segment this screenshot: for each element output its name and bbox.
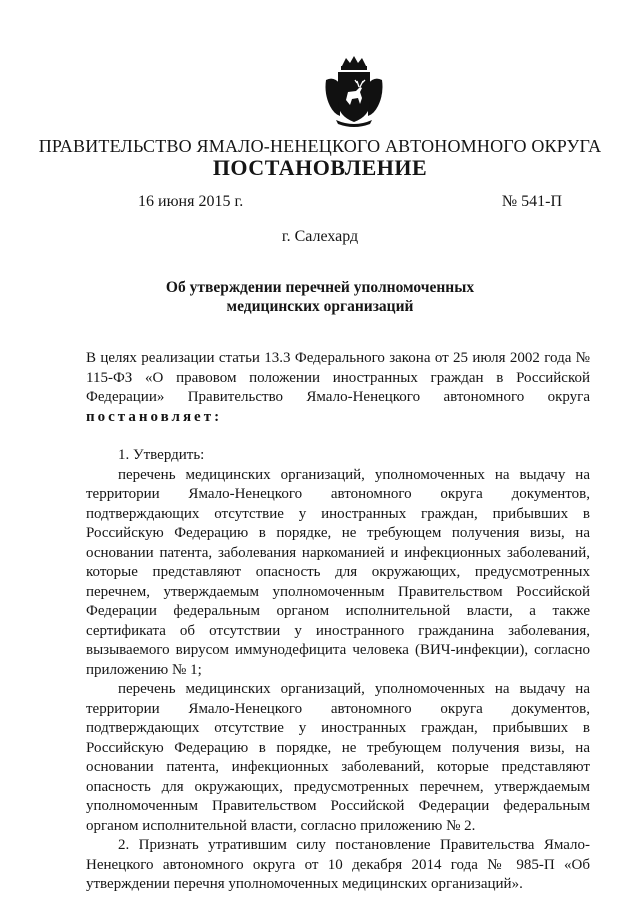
decree-word: постановляет: [86, 408, 223, 425]
document-city: г. Салехард [281, 228, 359, 245]
document-number: № 541-П [501, 193, 562, 210]
subject-line-1: Об утверждении перечней уполномоченных [165, 279, 475, 296]
document-subject [0, 278, 640, 316]
document-date: 16 июня 2015 г. [138, 193, 244, 210]
subject-line-2: медицинских организаций [226, 298, 414, 315]
paragraph-spacer [86, 427, 590, 446]
preamble-text: В целях реализации статьи 13.3 Федерального закона от 25 июля 2002 года № 115-ФЗ «О правовом положении иностранных граждан в Российской Федерации» Правительство Ямало-Ненецкого автономного округа [86, 350, 590, 405]
document-type: ПОСТАНОВЛЕНИЕ [212, 155, 428, 180]
document-body [86, 349, 590, 895]
item-2-paragraph: 2. Признать утратившим силу постановление Правительства Ямало-Ненецкого автономного округа от 10 декабря 2014 года № 985-П «Об утверждении перечня уполномоченных медицинских организаций». [86, 837, 590, 892]
item-1-list-1: перечень медицинских организаций, уполномоченных на выдачу на территории Ямало-Ненецкого автономного округа документов, подтверждающих отсутствие у иностранных граждан, прибывших в Российскую Федерацию в порядке, не требующем получения визы, на основании патента, заболевания наркоманией и инфекционных заболеваний, которые представляют опасность для окружающих, предусмотренных перечнем, утверждаемым уполномоченным Правительством Российской Федерации федеральным органом исполнительной власти, а также сертификата об отсутствии у иностранного гражданина заболевания, вызываемого вирусом иммунодефицита человека (ВИЧ-инфекции), согласно приложению № 1; [86, 466, 590, 678]
item-1-heading: 1. Утвердить: [118, 447, 205, 463]
item-1-list-2: перечень медицинских организаций, уполномоченных на выдачу на территории Ямало-Ненецкого автономного округа документов, подтверждающих отсутствие у иностранных граждан, прибывших в Российскую Федерацию в порядке, не требующем получения визы, на основании патента, инфекционных заболеваний, которые представляют опасность для окружающих, предусмотренных перечнем, утверждаемым уполномоченным Правительством Российской Федерации федеральным органом исполнительной власти, согласно приложению № 2. [86, 681, 590, 834]
preamble-paragraph [86, 349, 590, 427]
coat-of-arms-icon [322, 54, 386, 128]
organization-name: ПРАВИТЕЛЬСТВО ЯМАЛО-НЕНЕЦКОГО АВТОНОМНОГО ОКРУГА [38, 136, 602, 156]
